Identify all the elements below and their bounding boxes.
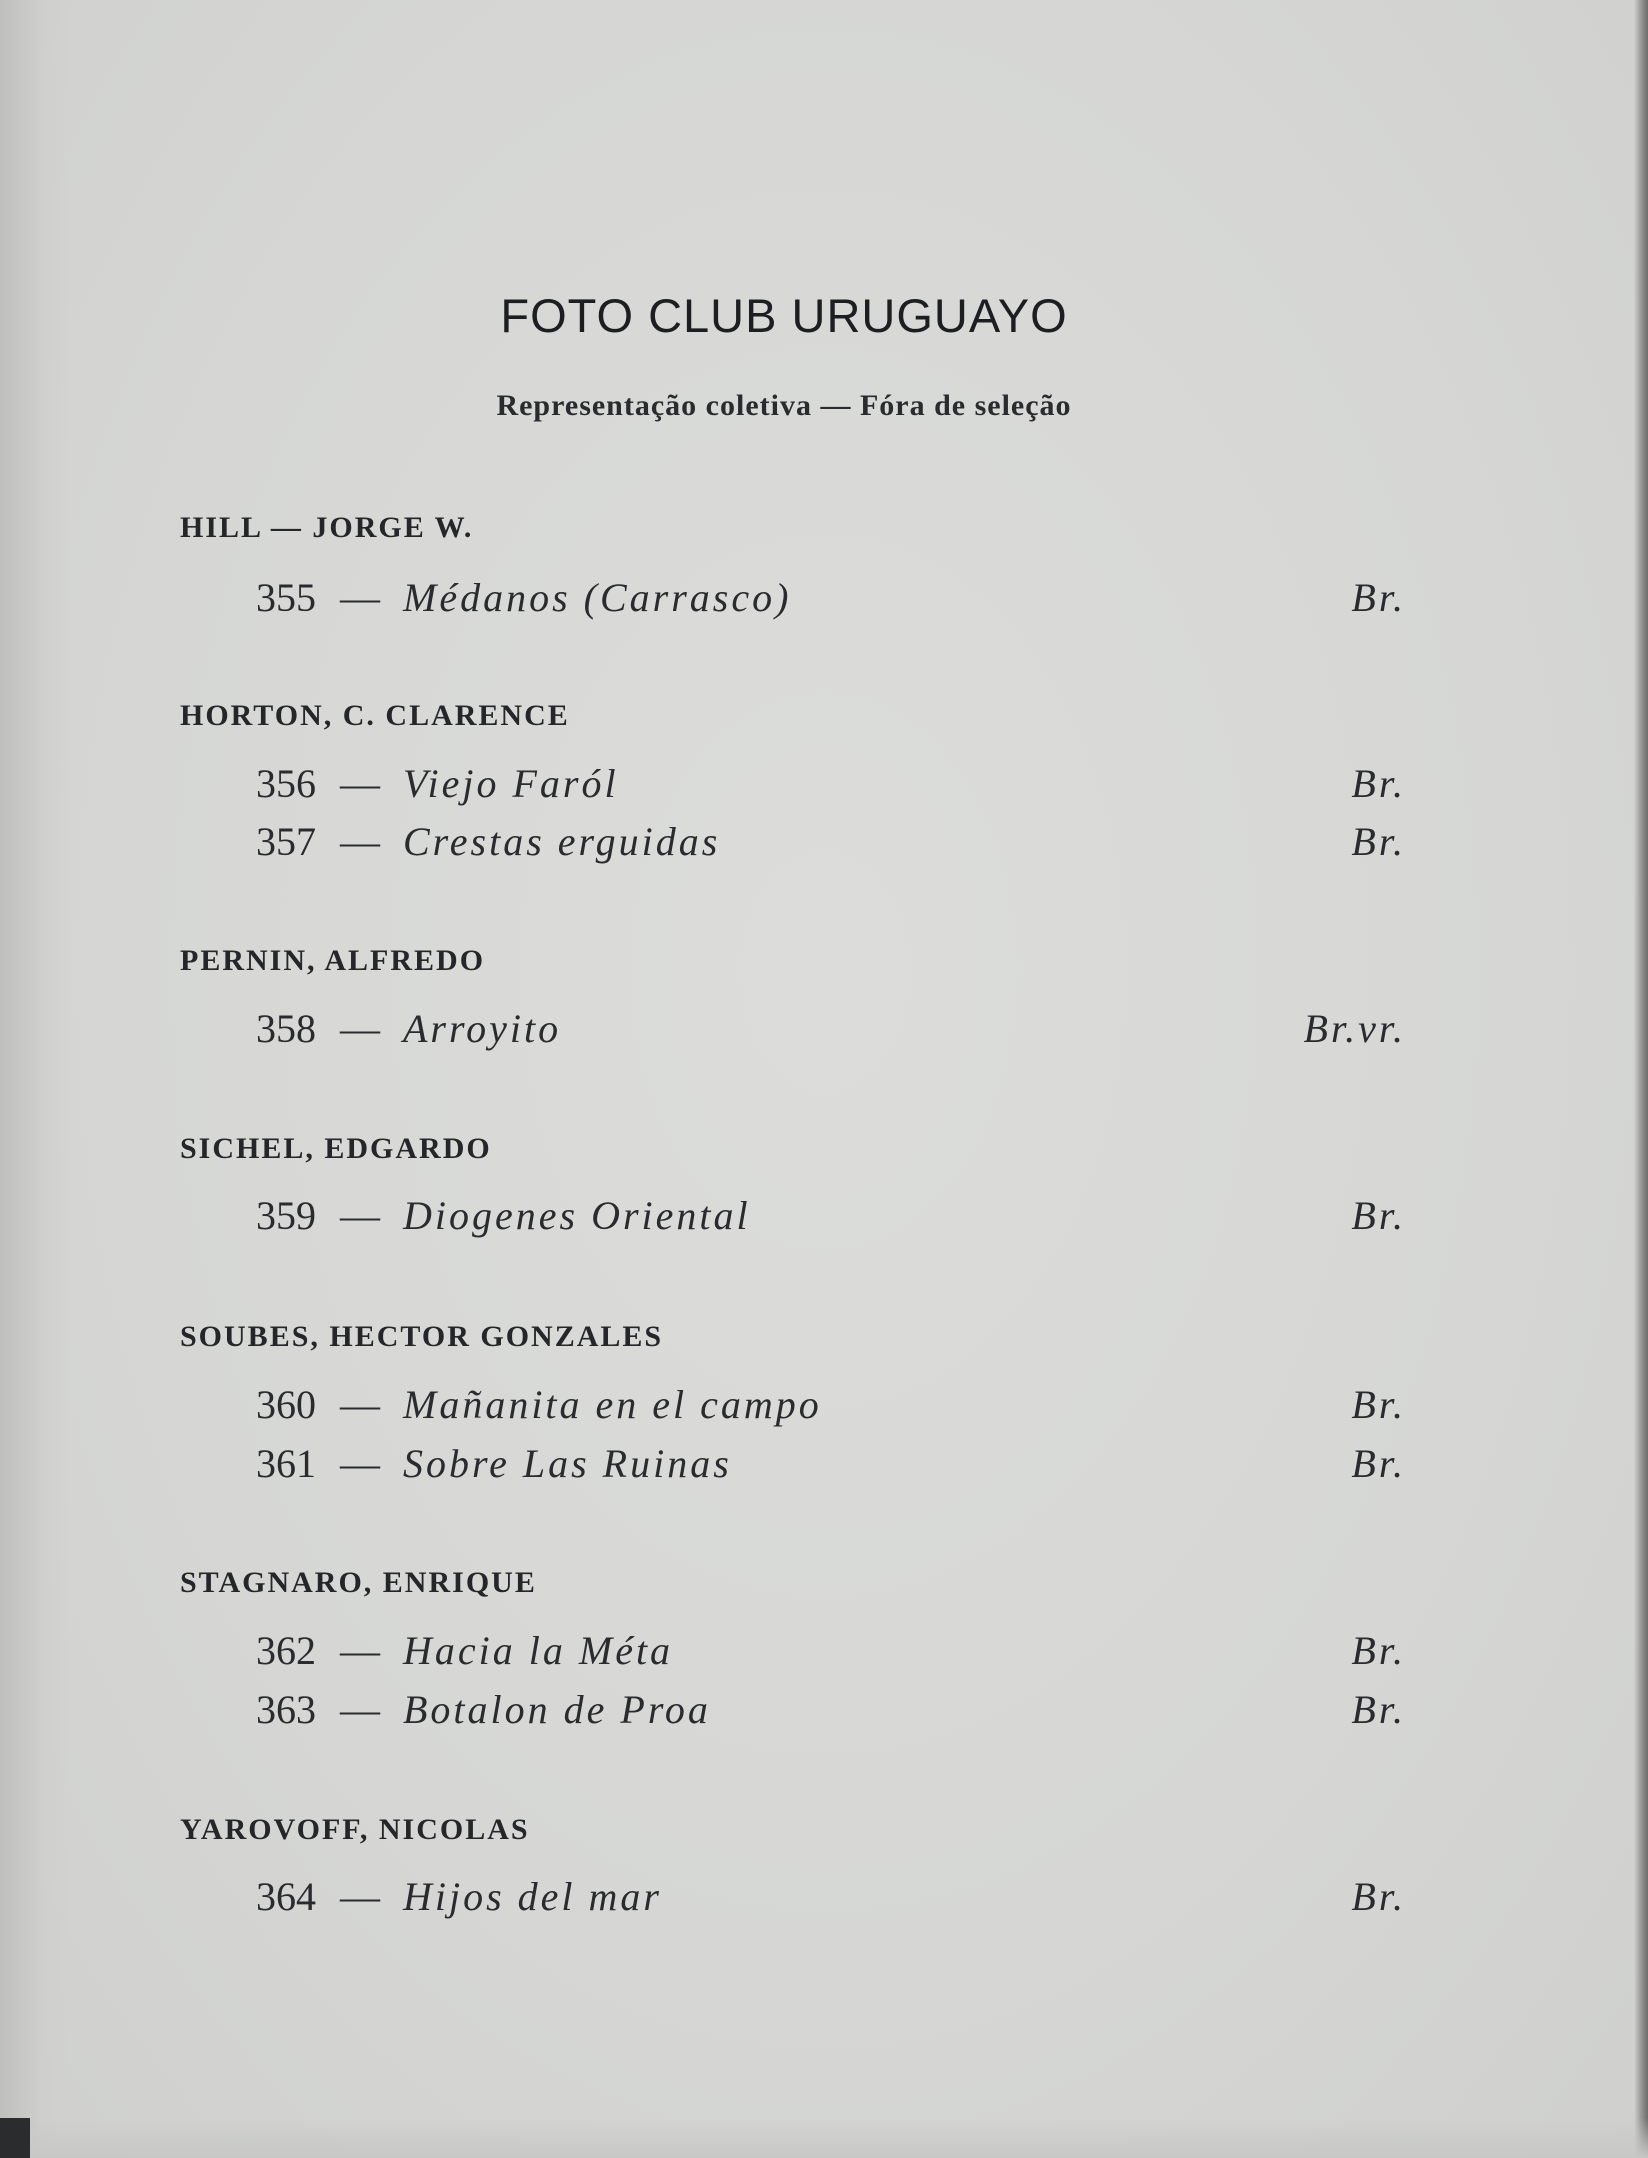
entry-dash: — (340, 1628, 380, 1673)
entry-number: 360 (256, 1382, 316, 1427)
entry-technique: Br. (1351, 1382, 1406, 1427)
entry-technique: Br. (1351, 1628, 1406, 1673)
entry-technique: Br. (1351, 761, 1406, 806)
catalog-entry (256, 760, 1406, 810)
page-right-edge (1634, 0, 1648, 2158)
entry-dash: — (340, 1687, 380, 1732)
author-heading: SICHEL, EDGARDO (180, 1132, 492, 1165)
author-heading: STAGNARO, ENRIQUE (180, 1566, 537, 1599)
author-heading: YAROVOFF, NICOLAS (180, 1813, 530, 1846)
entry-number: 364 (256, 1874, 316, 1919)
entry-title: Mañanita en el campo (403, 1382, 822, 1427)
catalog-entry (256, 1440, 1406, 1490)
entry-number: 362 (256, 1628, 316, 1673)
entry-dash: — (340, 819, 380, 864)
entry-title: Viejo Faról (403, 761, 619, 806)
catalog-entry (256, 1686, 1406, 1736)
page-corner-shadow (0, 2118, 30, 2158)
entry-dash: — (340, 1382, 380, 1427)
author-heading: PERNIN, ALFREDO (180, 944, 486, 977)
entry-title: Diogenes Oriental (403, 1193, 751, 1238)
entry-number: 356 (256, 761, 316, 806)
entry-technique: Br. (1351, 1193, 1406, 1238)
catalog-entry (256, 1627, 1406, 1677)
catalog-entry (256, 1192, 1406, 1242)
entry-title: Sobre Las Ruinas (403, 1441, 732, 1486)
entry-technique: Br. (1351, 819, 1406, 864)
entry-title: Crestas erguidas (403, 819, 721, 864)
entry-dash: — (340, 575, 380, 620)
entry-technique: Br. (1351, 575, 1406, 620)
entry-technique: Br. (1351, 1874, 1406, 1919)
entry-number: 358 (256, 1006, 316, 1051)
catalog-entry (256, 1381, 1406, 1431)
entry-dash: — (340, 761, 380, 806)
entry-dash: — (340, 1441, 380, 1486)
entry-technique: Br.vr. (1303, 1006, 1406, 1051)
entry-dash: — (340, 1193, 380, 1238)
author-heading: SOUBES, HECTOR GONZALES (180, 1320, 664, 1353)
entry-technique: Br. (1351, 1687, 1406, 1732)
entry-number: 363 (256, 1687, 316, 1732)
entry-number: 359 (256, 1193, 316, 1238)
entry-dash: — (340, 1006, 380, 1051)
entry-number: 357 (256, 819, 316, 864)
page-title: FOTO CLUB URUGUAYO (500, 289, 1068, 342)
entry-title: Médanos (Carrasco) (403, 575, 792, 620)
entry-title: Botalon de Proa (403, 1687, 711, 1732)
entry-title: Arroyito (403, 1006, 562, 1051)
entry-dash: — (340, 1874, 380, 1919)
author-heading: HORTON, C. CLARENCE (180, 699, 570, 732)
entry-technique: Br. (1351, 1441, 1406, 1486)
catalog-entry (256, 574, 1406, 624)
catalog-entry (256, 818, 1406, 868)
catalog-entry (256, 1005, 1406, 1055)
catalog-entry (256, 1873, 1406, 1923)
entry-title: Hacia la Méta (403, 1628, 674, 1673)
entry-number: 355 (256, 575, 316, 620)
entry-title: Hijos del mar (403, 1874, 662, 1919)
page-bottom-shadow (0, 2118, 1648, 2158)
author-heading: HILL — JORGE W. (180, 511, 474, 544)
page-subtitle: Representação coletiva — Fóra de seleção (496, 389, 1072, 422)
entry-number: 361 (256, 1441, 316, 1486)
